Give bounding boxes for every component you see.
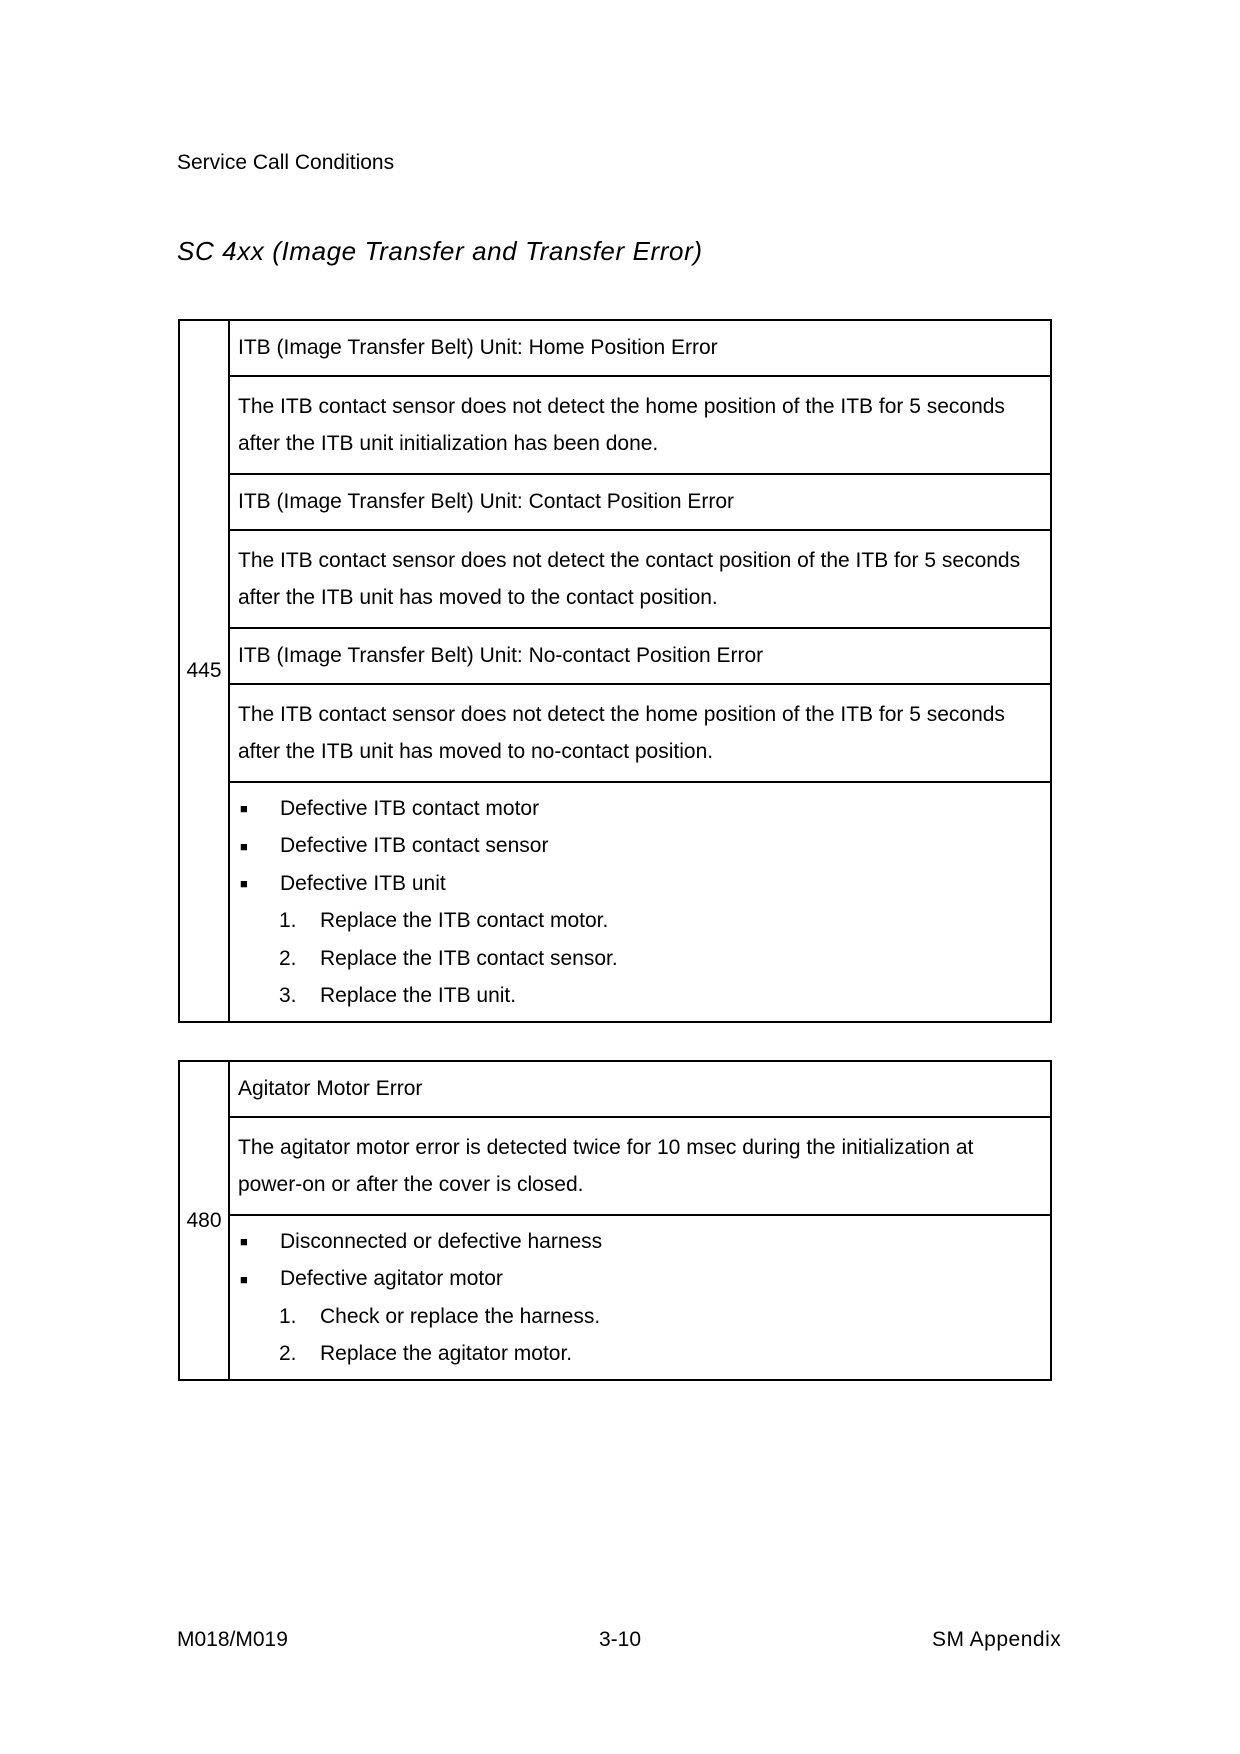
sc-table-445	[178, 319, 1052, 1023]
cause-text: Defective agitator motor	[280, 1267, 503, 1291]
step-number: 2.	[279, 946, 297, 970]
bullet-icon: ■	[240, 838, 248, 854]
step-number: 1.	[279, 909, 297, 933]
error-description: The ITB contact sensor does not detect the home position of the ITB for 5 seconds after the ITB unit initialization has been done.	[229, 376, 1051, 474]
step-number: 2.	[279, 1342, 297, 1366]
step-text: Replace the ITB contact sensor.	[320, 946, 618, 970]
footer-section: SM Appendix	[932, 1628, 1062, 1651]
cause-and-action-cell	[229, 1215, 1051, 1380]
error-description: The ITB contact sensor does not detect the contact position of the ITB for 5 seconds after the ITB unit has moved to the contact position.	[229, 530, 1051, 628]
footer-model: M018/M019	[177, 1628, 288, 1651]
error-description: The ITB contact sensor does not detect the home position of the ITB for 5 seconds after the ITB unit has moved to no-contact position.	[229, 684, 1051, 782]
action-step	[238, 903, 1042, 941]
bullet-icon: ■	[240, 876, 248, 892]
cause-text: Defective ITB unit	[280, 871, 446, 895]
step-text: Replace the ITB unit.	[320, 984, 517, 1008]
action-step	[238, 978, 1042, 1016]
sc-code: 445	[179, 320, 229, 1022]
step-text: Replace the agitator motor.	[320, 1342, 573, 1366]
action-step	[238, 940, 1042, 978]
error-name: Agitator Motor Error	[229, 1061, 1051, 1117]
bullet-icon: ■	[240, 1271, 248, 1287]
bullet-icon: ■	[240, 1234, 248, 1250]
error-description: The agitator motor error is detected twice for 10 msec during the initialization at power-on or after the cover is closed.	[229, 1117, 1051, 1215]
sc-code: 480	[179, 1061, 229, 1380]
cause-item	[238, 1223, 1042, 1261]
sc-table-480	[178, 1060, 1052, 1381]
error-name: ITB (Image Transfer Belt) Unit: Home Position Error	[229, 320, 1051, 376]
error-name: ITB (Image Transfer Belt) Unit: No-contact Position Error	[229, 628, 1051, 684]
cause-item	[238, 828, 1042, 866]
step-text: Check or replace the harness.	[320, 1304, 601, 1328]
footer-page-number: 3-10	[599, 1628, 642, 1651]
cause-item	[238, 1261, 1042, 1299]
step-number: 3.	[279, 984, 297, 1008]
section-title: SC 4xx (Image Transfer and Transfer Error)	[177, 236, 703, 266]
cause-item	[238, 865, 1042, 903]
cause-text: Defective ITB contact sensor	[280, 834, 549, 858]
error-name: ITB (Image Transfer Belt) Unit: Contact Position Error	[229, 474, 1051, 530]
running-header: Service Call Conditions	[177, 151, 395, 174]
step-number: 1.	[279, 1304, 297, 1328]
cause-item	[238, 790, 1042, 828]
action-step	[238, 1298, 1042, 1336]
bullet-icon: ■	[240, 801, 248, 817]
cause-and-action-cell	[229, 782, 1051, 1022]
cause-text: Disconnected or defective harness	[280, 1229, 603, 1253]
action-step	[238, 1336, 1042, 1374]
step-text: Replace the ITB contact motor.	[320, 909, 609, 933]
cause-text: Defective ITB contact motor	[280, 796, 540, 820]
